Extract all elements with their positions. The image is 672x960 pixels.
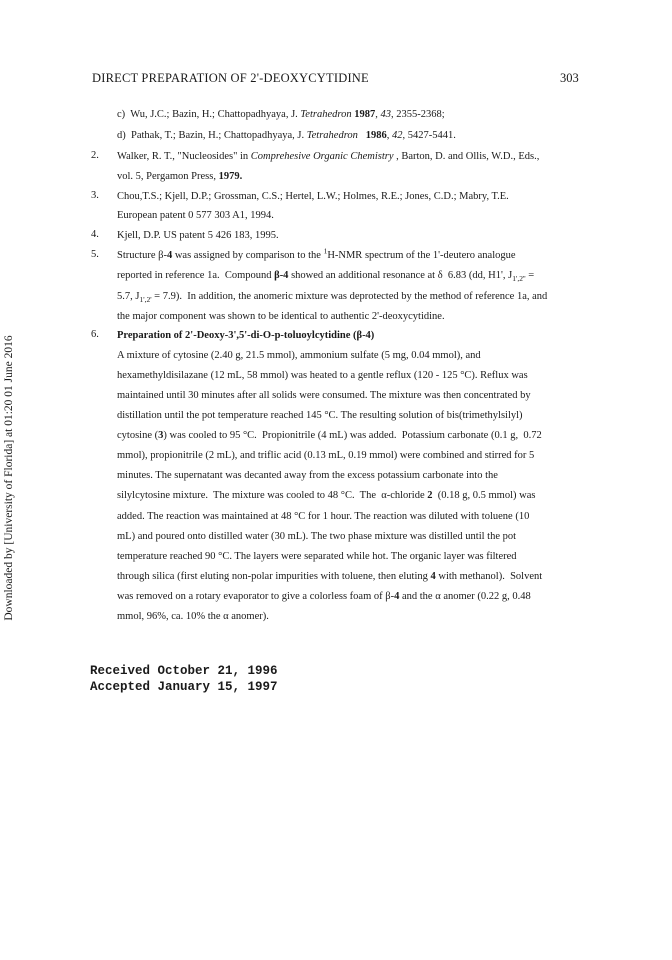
reference-number: 3. — [91, 190, 99, 201]
download-watermark — [2, 318, 16, 638]
preparation-title: Preparation of 2'-Deoxy-3',5'-di-O-p-toluoylcytidine (β-4) — [117, 330, 375, 341]
procedure-line: distillation until the pot temperature reached 145 °C. The resulting solution of bis(trimethylsilyl) — [117, 410, 523, 421]
download-notice: Downloaded by [University of Florida] at 01:20 01 June 2016 — [3, 335, 15, 621]
received-date: Received October 21, 1996 — [90, 664, 278, 678]
reference-5-line-3: 5.7, $J_{1',2'} = 7.9$). In addition, the anomeric mixture was deprotected by the method of reference 1a, and — [117, 291, 548, 305]
reference-4: Kjell, D.P. US patent 5 426 183, 1995. — [117, 230, 279, 241]
reference-number: 6. — [91, 329, 99, 340]
procedure-line: mL) and poured onto distilled water (30 mL). The two phase mixture was distilled until the pot — [117, 531, 517, 542]
running-header: DIRECT PREPARATION OF 2'-DEOXYCYTIDINE — [92, 71, 369, 85]
reference-5-line-2: reported in reference 1a. Compound β-4 showed an additional resonance at δ 6.83 (dd, H1', $J_{1',2''}$ = — [117, 270, 535, 284]
page-number: 303 — [560, 71, 579, 85]
procedure-line: silylcytosine mixture. The mixture was cooled to 48 °C. The α-chloride 2 (0.18 g, 0.5 mmol) was — [117, 490, 536, 501]
reference-number: 5. — [91, 249, 99, 260]
procedure-line: added. The reaction was maintained at 48 °C for 1 hour. The reaction was diluted with toluene (10 — [117, 511, 530, 522]
accepted-date: Accepted January 15, 1997 — [90, 680, 278, 694]
procedure-line: cytosine (3) was cooled to 95 °C. Propionitrile (4 mL) was added. Potassium carbonate (0.1 g, 0.72 — [117, 430, 542, 441]
procedure-line: hexamethyldisilazane (12 mL, 58 mmol) was heated to a gentle reflux (120 - 125 °C). Reflux was — [117, 370, 528, 381]
reference-1d: d) Pathak, T.; Bazin, H.; Chattopadhyaya, J. Tetrahedron 1986, 42, 5427-5441. — [117, 130, 456, 141]
reference-5-line-4: the major component was shown to be identical to authentic 2'-deoxycytidine. — [117, 311, 445, 322]
procedure-line: mmol), propionitrile (2 mL), and triflic acid (0.13 mL, 0.19 mmol) were combined and stirred for 5 — [117, 450, 535, 461]
reference-2-line-1: Walker, R. T., "Nucleosides" in Comprehesive Organic Chemistry , Barton, D. and Ollis, W.D., Eds., — [117, 151, 540, 162]
reference-number: 4. — [91, 229, 99, 240]
procedure-line: A mixture of cytosine (2.40 g, 21.5 mmol), ammonium sulfate (5 mg, 0.04 mmol), and — [117, 350, 481, 361]
procedure-line: mmol, 96%, ca. 10% the α anomer). — [117, 611, 269, 622]
reference-1c: c) Wu, J.C.; Bazin, H.; Chattopadhyaya, J. Tetrahedron 1987, 43, 2355-2368; — [117, 109, 445, 120]
procedure-line: maintained until 30 minutes after all solids were consumed. The mixture was then concentrated by — [117, 390, 531, 401]
procedure-line: was removed on a rotary evaporator to give a colorless foam of β-4 and the α anomer (0.22 g, 0.48 — [117, 591, 531, 602]
reference-5-line-1: Structure β-4 was assigned by comparison to the $^1$H-NMR spectrum of the 1'-deutero analogue — [117, 246, 516, 261]
reference-3-line-2: European patent 0 577 303 A1, 1994. — [117, 210, 274, 221]
reference-2-line-2: vol. 5, Pergamon Press, 1979. — [117, 171, 243, 182]
procedure-line: minutes. The supernatant was decanted away from the excess potassium carbonate into the — [117, 470, 498, 481]
procedure-line: temperature reached 90 °C. The layers were separated while hot. The organic layer was filtered — [117, 551, 517, 562]
procedure-line: through silica (first eluting non-polar impurities with toluene, then eluting 4 with methanol). Solvent — [117, 571, 543, 582]
reference-3-line-1: Chou,T.S.; Kjell, D.P.; Grossman, C.S.; Hertel, L.W.; Holmes, R.E.; Jones, C.D.; Mabry, T.E. — [117, 191, 509, 202]
reference-number: 2. — [91, 150, 99, 161]
